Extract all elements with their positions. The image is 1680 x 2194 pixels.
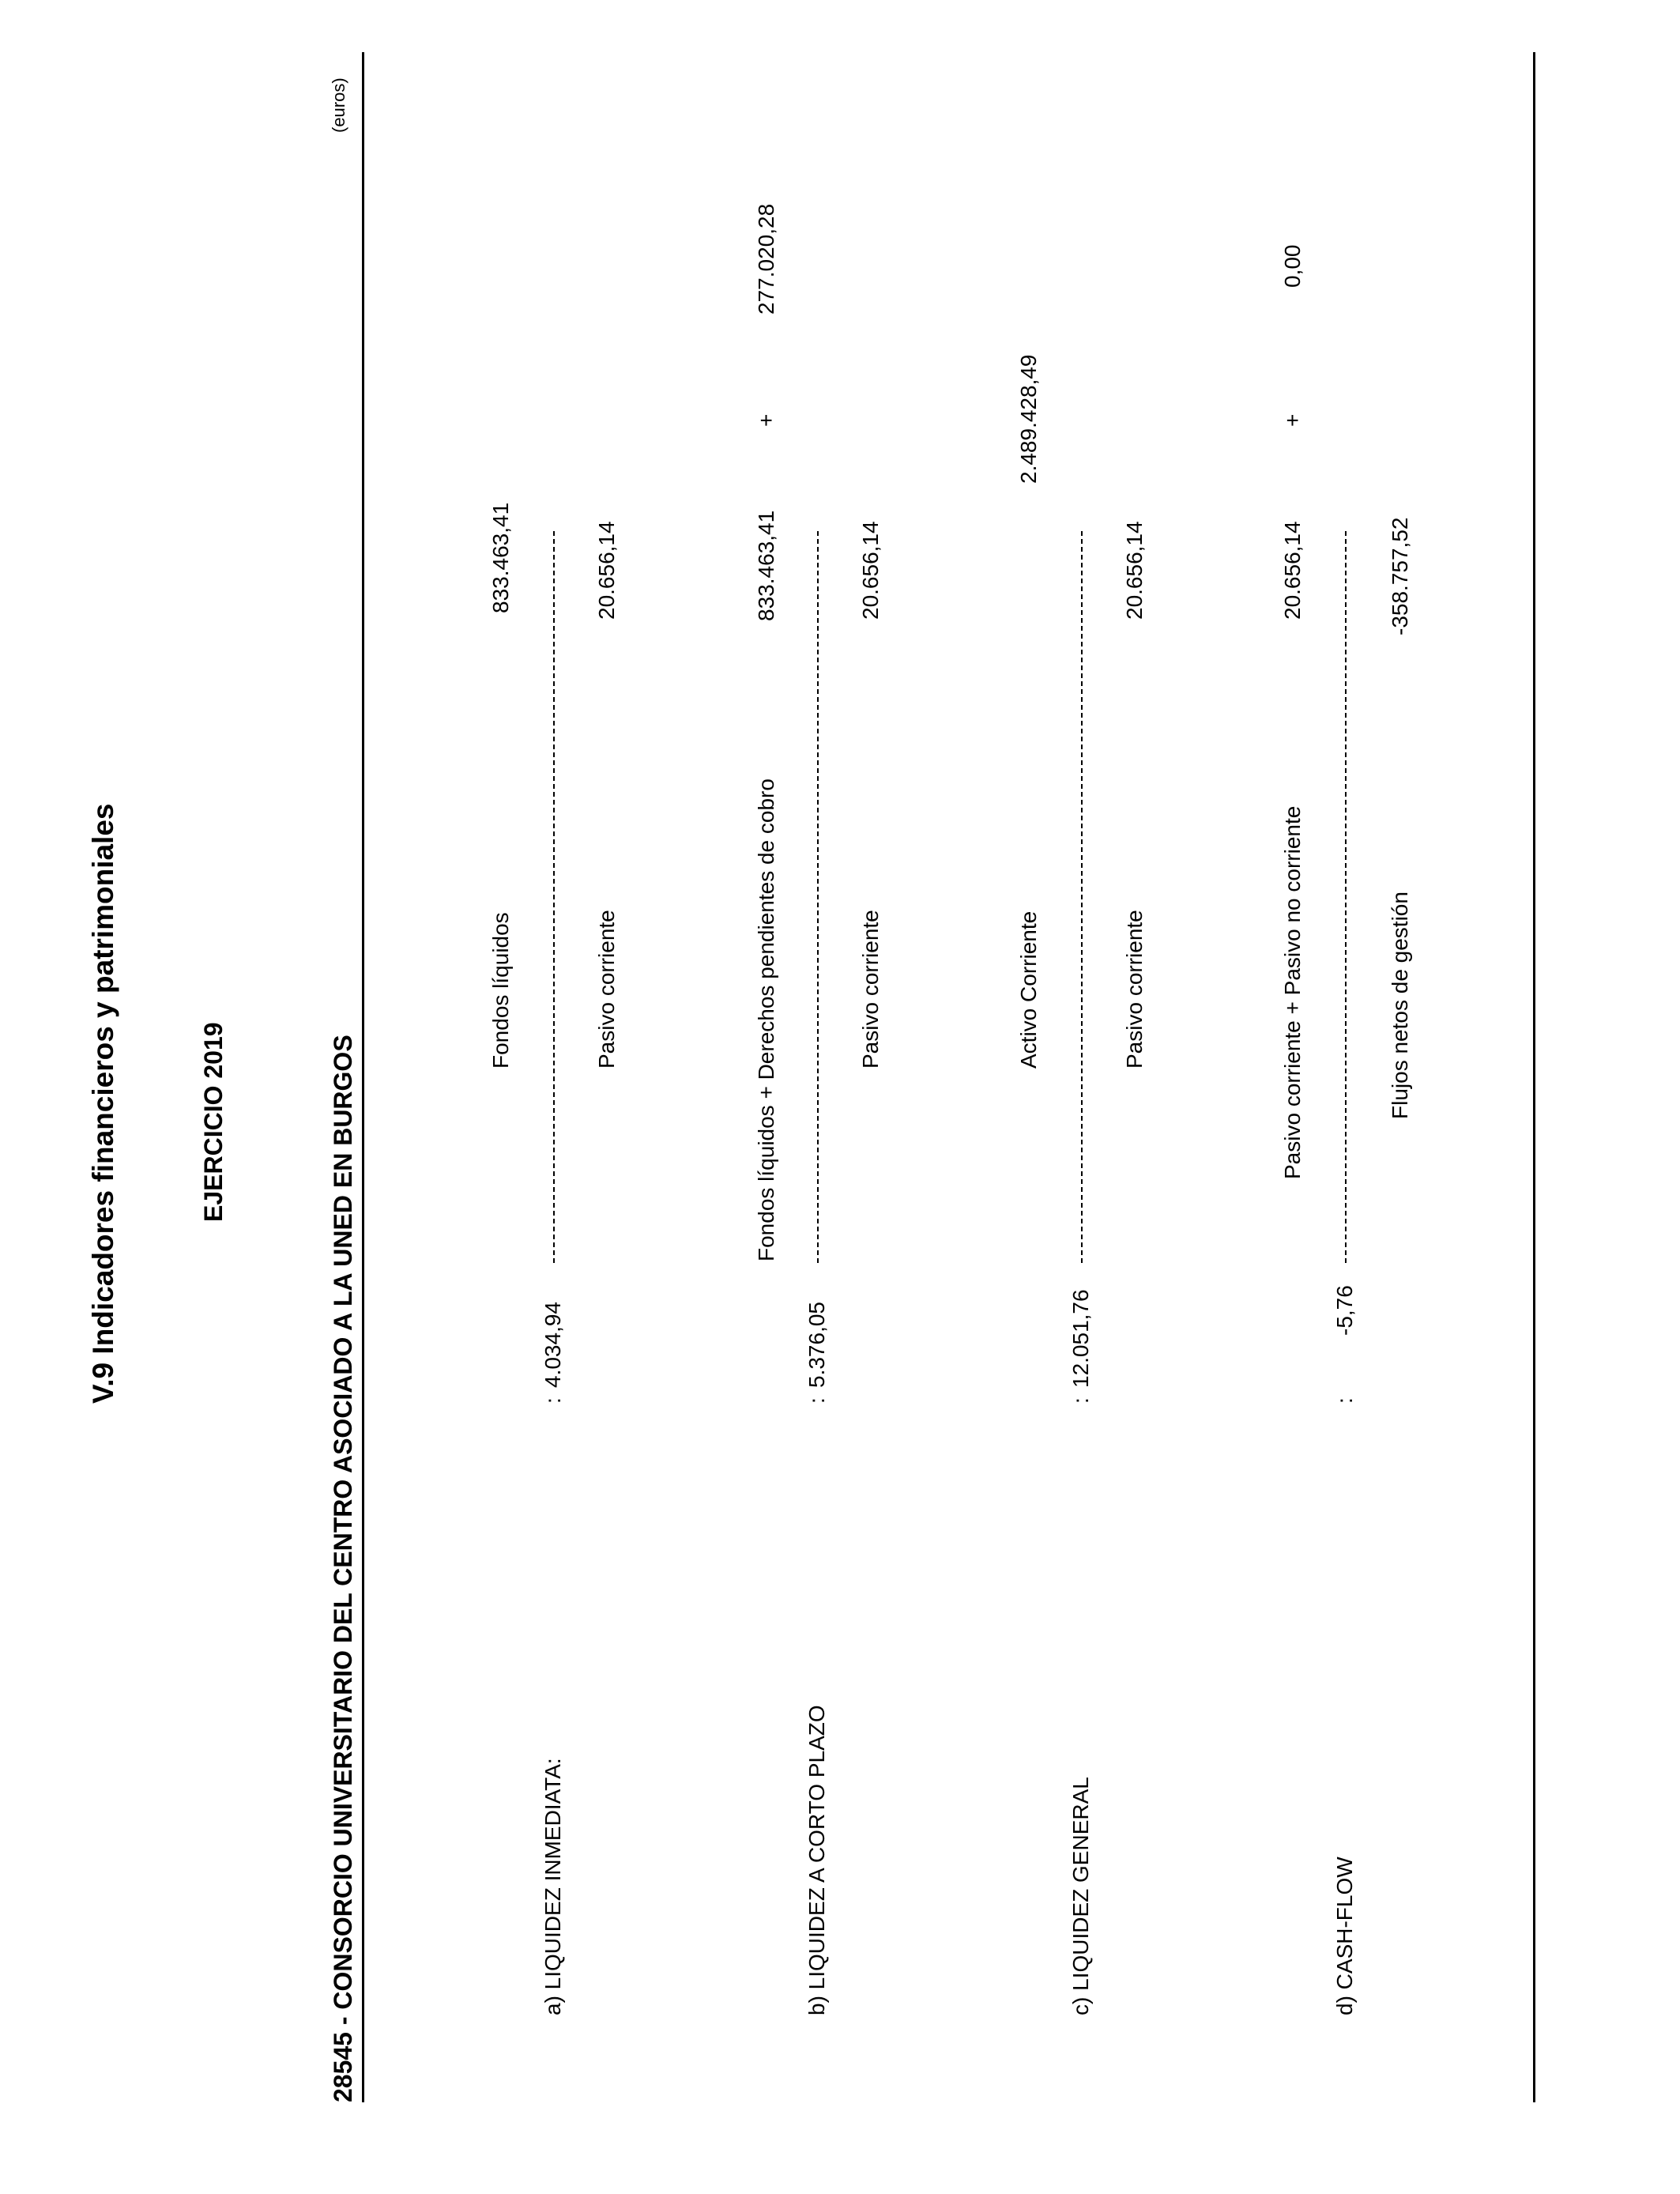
- numerator-value-2: 277.020,28: [754, 203, 778, 315]
- numerator-label: Fondos líquidos: [488, 912, 513, 1069]
- indicator-result: 4.034,94: [541, 1302, 565, 1388]
- denominator-value: 20.656,14: [594, 521, 619, 620]
- indicator-result: 12.051,76: [1068, 1289, 1093, 1388]
- denominator-label: Flujos netos de gestión: [1388, 892, 1412, 1119]
- numerator-operator: +: [1280, 413, 1305, 427]
- numerator-value: 2.489.428,49: [1016, 354, 1041, 484]
- exercise-heading: EJERCICIO 2019: [199, 1022, 228, 1222]
- denominator-value: -358.757,52: [1388, 517, 1412, 635]
- indicator-result: 5.376,05: [804, 1302, 829, 1388]
- numerator-value: 833.463,41: [754, 510, 778, 621]
- indicator-result: -5,76: [1332, 1285, 1357, 1336]
- colon: :: [1068, 1397, 1093, 1404]
- fraction-line: [1345, 531, 1347, 1263]
- fraction-line: [553, 531, 555, 1263]
- indicator-label: d) CASH-FLOW: [1332, 1857, 1357, 2015]
- denominator-value: 20.656,14: [1122, 521, 1147, 620]
- fraction-line: [817, 531, 819, 1263]
- entity-name: 28545 - CONSORCIO UNIVERSITARIO DEL CENTRO ASOCIADO A LA UNED EN BURGOS: [329, 1035, 357, 2102]
- numerator-value: 833.463,41: [488, 502, 513, 613]
- denominator-label: Pasivo corriente: [594, 910, 619, 1069]
- numerator-label: Fondos líquidos + Derechos pendientes de cobro: [754, 778, 778, 1261]
- colon: :: [804, 1397, 829, 1404]
- numerator-value-2: 0,00: [1280, 244, 1305, 288]
- numerator-value: 20.656,14: [1280, 521, 1305, 620]
- numerator-operator: +: [754, 413, 778, 427]
- indicator-label: c) LIQUIDEZ GENERAL: [1068, 1777, 1093, 2015]
- indicator-label: b) LIQUIDEZ A CORTO PLAZO: [804, 1705, 829, 2015]
- colon: :: [1332, 1397, 1357, 1404]
- denominator-label: Pasivo corriente: [1122, 910, 1147, 1069]
- header-rule: [362, 52, 364, 2102]
- page-title: V.9 Indicadores financieros y patrimoniales: [87, 803, 119, 1404]
- denominator-value: 20.656,14: [858, 521, 883, 620]
- denominator-label: Pasivo corriente: [858, 910, 883, 1069]
- footer-rule: [1533, 52, 1535, 2102]
- units-note: (euros): [329, 77, 348, 133]
- colon: :: [541, 1397, 565, 1404]
- numerator-label: Activo Corriente: [1016, 910, 1041, 1069]
- fraction-line: [1081, 531, 1083, 1263]
- numerator-label: Pasivo corriente + Pasivo no corriente: [1280, 805, 1305, 1179]
- indicator-label: a) LIQUIDEZ INMEDIATA:: [541, 1758, 565, 2015]
